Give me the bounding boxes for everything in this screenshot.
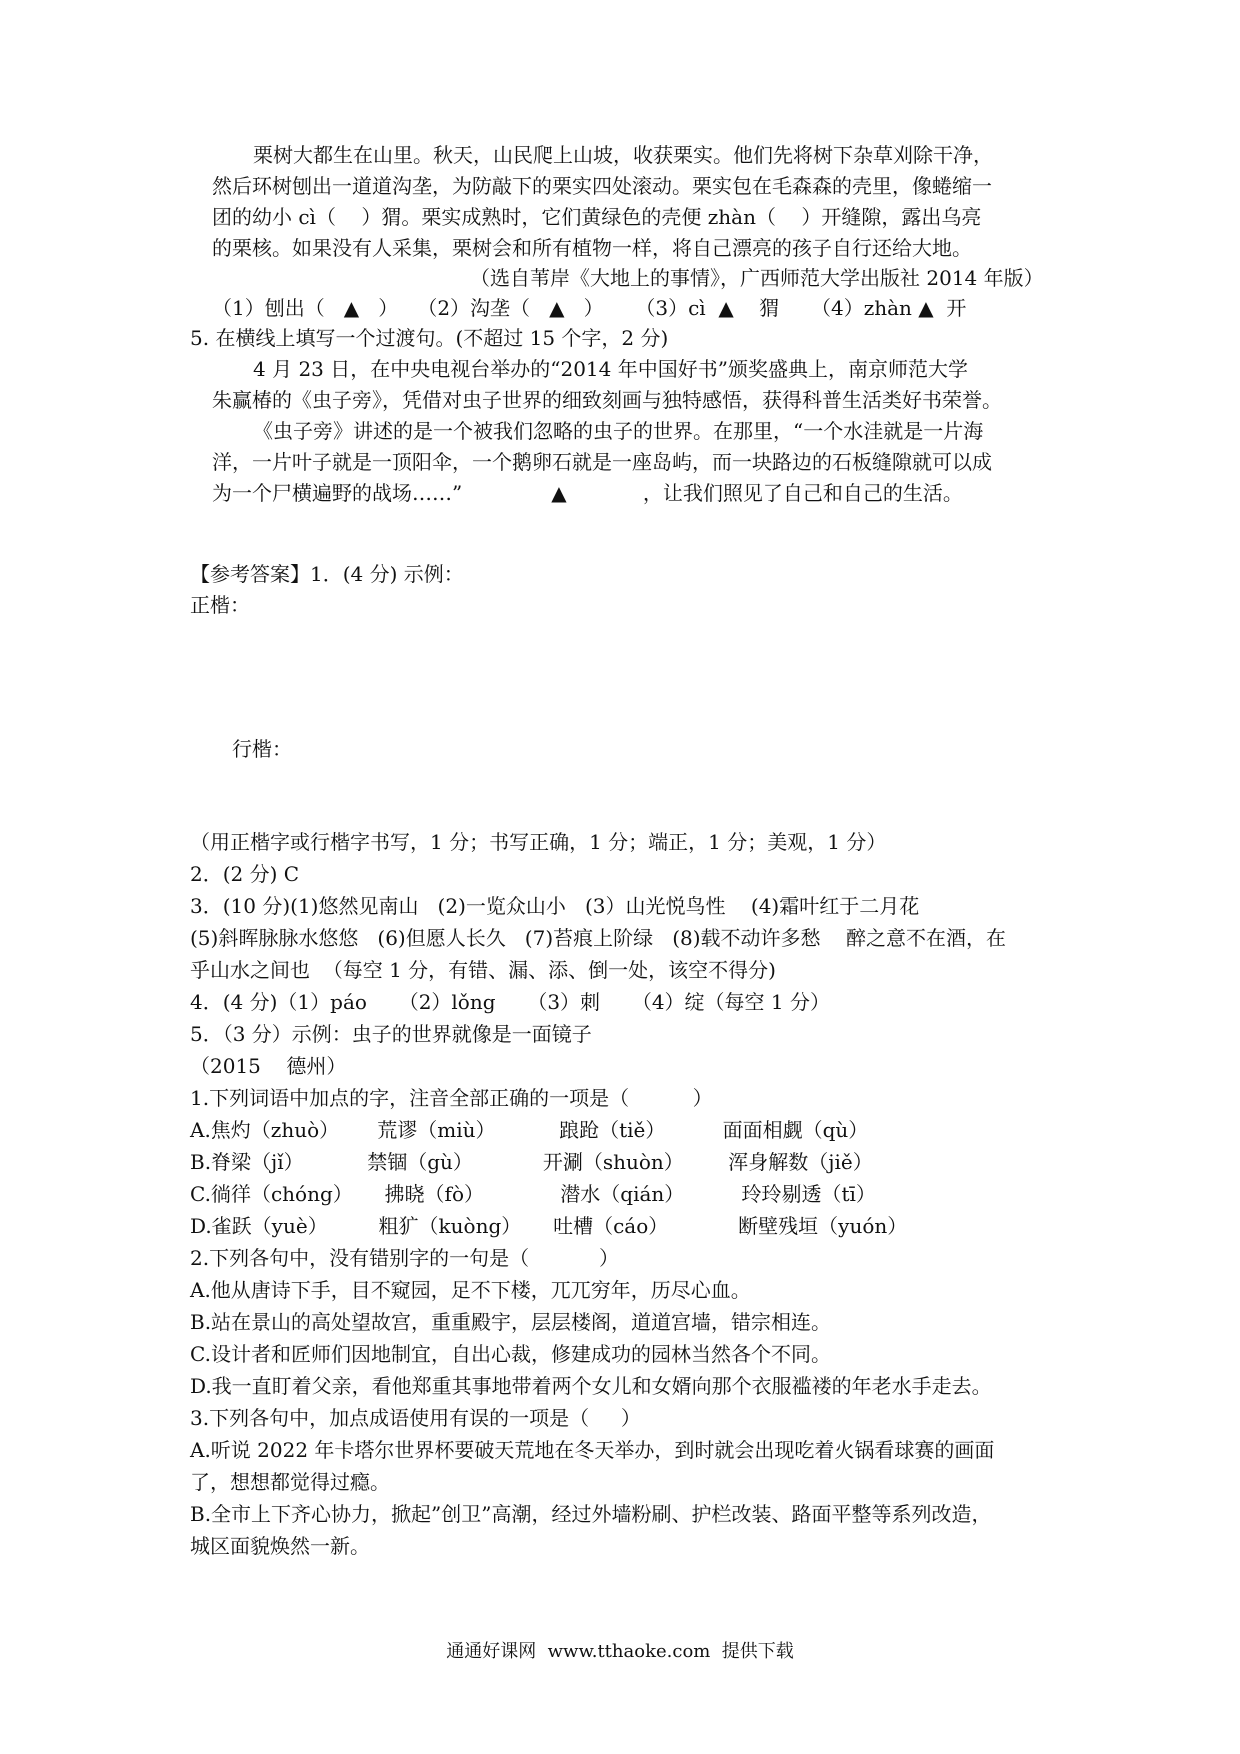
dezhou-line-6: 2.下列各句中，没有错别字的一句是（ ） [190,1246,620,1270]
dezhou-line-4: C.徜徉（chóng） 拂晓（fò） 潜水（qián） 玲玲剔透（tī） [190,1182,876,1206]
dezhou-line-15: 城区面貌焕然一新。 [190,1534,370,1558]
answers-zhengkai-label: 正楷： [190,593,250,617]
dezhou-line-11: 3.下列各句中，加点成语使用有误的一项是（ ） [190,1406,641,1430]
dezhou-line-2: A.焦灼（zhuò） 荒谬（miù） 踉跄（tiě） 面面相觑（qù） [190,1118,869,1142]
answers-line-5: 乎山水之间也 （每空 1 分，有错、漏、添、倒一处，该空不得分) [190,958,776,982]
answers-line-1: （用正楷字或行楷字书写，1 分；书写正确，1 分；端正，1 分；美观，1 分） [190,830,887,854]
dezhou-line-3: B.脊梁（jǐ） 禁锢（gù） 开涮（shuòn） 浑身解数（jiě） [190,1150,873,1174]
page-footer: 通通好课网 www.tthaoke.com 提供下载 [446,1641,794,1662]
dezhou-line-1: 1.下列词语中加点的字，注音全部正确的一项是（ ） [190,1086,713,1110]
answers-line-2: 2．(2 分) C [190,862,300,886]
dezhou-line-14: B.全市上下齐心协力，掀起”创卫”高潮，经过外墙粉刷、护栏改装、路面平整等系列改造， [190,1502,992,1526]
dezhou-line-5: D.雀跃（yuè） 粗犷（kuòng） 吐槽（cáo） 断壁残垣（yuón） [190,1214,908,1238]
dezhou-line-7: A.他从唐诗下手，目不窥园，足不下楼，兀兀穷年，历尽心血。 [190,1278,751,1302]
q4-items: （1）刨出（ ▲ ） （2）沟垄（ ▲ ） （3）cì ▲ 猬 （4）zhàn ▲ 开 [212,296,967,320]
q5-title: 5. 在横线上填写一个过渡句。(不超过 15 个字，2 分) [190,326,669,350]
dezhou-header: （2015 德州） [190,1054,347,1078]
dezhou-line-12: A.听说 2022 年卡塔尔世界杯要破天荒地在冬天举办，到时就会出现吃着火锅看球赛的画面 [190,1438,995,1462]
answers-header: 【参考答案】1．(4 分) 示例： [190,562,464,586]
passage-line-2: 然后环树刨出一道道沟垄，为防敲下的栗实四处滚动。栗实包在毛森森的壳里，像蜷缩一 [212,174,992,198]
answers-line-3: 3．(10 分)(1)悠然见南山 (2)一览众山小 (3）山光悦鸟性 (4)霜叶红于二月花 [190,894,920,918]
passage-source: （选自苇岸《大地上的事情》，广西师范大学出版社 2014 年版） [470,266,1044,290]
passage-line-3: 团的幼小 cì（ ）猬。栗实成熟时，它们黄绿色的壳便 zhàn（ ）开缝隙，露出乌亮 [212,205,982,229]
dezhou-line-8: B.站在景山的高处望故宫，重重殿宇，层层楼阁，道道宫墙，错宗相连。 [190,1310,832,1334]
passage-line-4: 的栗核。如果没有人采集，栗树会和所有植物一样，将自己漂亮的孩子自行还给大地。 [212,236,972,260]
q5-line-1: 4 月 23 日，在中央电视台举办的“2014 年中国好书”颁奖盛典上，南京师范大学 [253,357,968,381]
q5-line-2: 朱赢椿的《虫子旁》，凭借对虫子世界的细致刻画与独特感悟，获得科普生活类好书荣誉。 [212,388,1002,412]
q5-line-5: 为一个尸横遍野的战场……” ▲ ，让我们照见了自己和自己的生活。 [212,481,963,505]
passage-line-1: 栗树大都生在山里。秋天，山民爬上山坡，收获栗实。他们先将树下杂草刈除干净， [253,143,993,167]
answers-xingkai-label: 行楷： [232,737,292,761]
answers-line-4: (5)斜晖脉脉水悠悠 (6)但愿人长久 (7)苔痕上阶绿 (8)载不动许多愁 醉之意不在酒，在 [190,926,1006,950]
answers-line-6: 4．(4 分)（1）páo （2）lǒng （3）刺 （4）绽（每空 1 分） [190,990,830,1014]
q5-line-3: 《虫子旁》讲述的是一个被我们忽略的虫子的世界。在那里，“一个水洼就是一片海 [253,419,984,443]
dezhou-line-10: D.我一直盯着父亲，看他郑重其事地带着两个女儿和女婿向那个衣服褴褛的年老水手走去。 [190,1374,992,1398]
dezhou-line-9: C.设计者和匠师们因地制宜，自出心裁，修建成功的园林当然各个不同。 [190,1342,831,1366]
dezhou-line-13: 了，想想都觉得过瘾。 [190,1470,390,1494]
answers-line-7: 5．（3 分）示例：虫子的世界就像是一面镜子 [190,1022,592,1046]
q5-line-4: 洋，一片叶子就是一顶阳伞，一个鹅卵石就是一座岛屿，而一块路边的石板缝隙就可以成 [212,450,992,474]
